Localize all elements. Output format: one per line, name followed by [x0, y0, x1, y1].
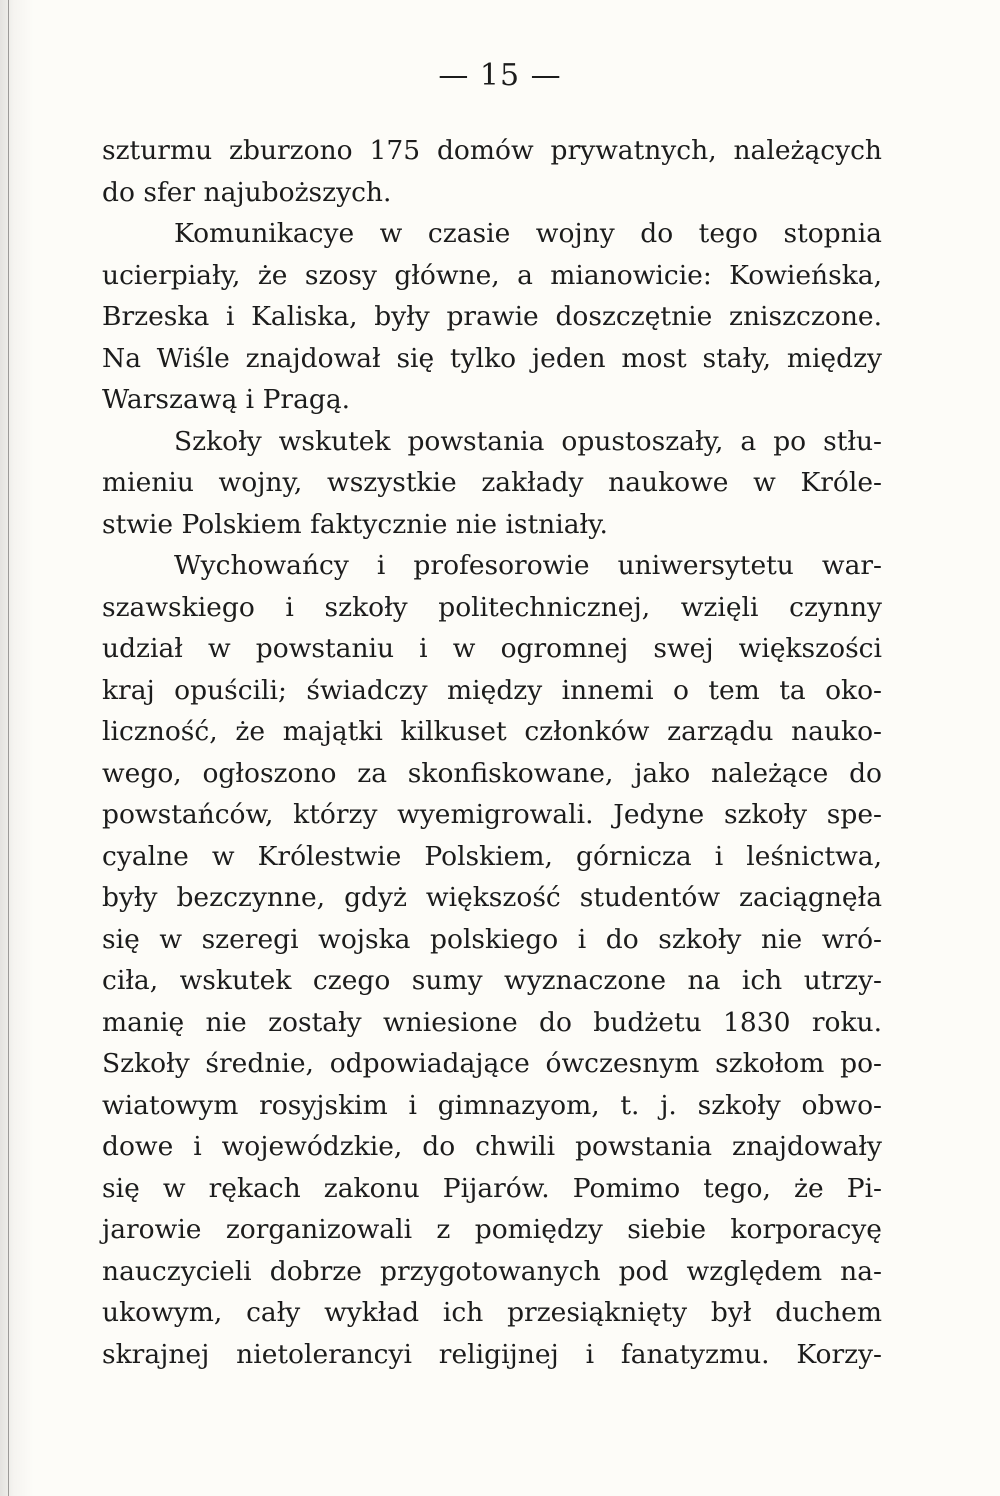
text-line: nauczycieli dobrze przygotowanych pod względem na- — [102, 1255, 882, 1287]
text-line: szawskiego i szkoły politechnicznej, wzięli czynny — [102, 591, 882, 623]
text-line: Komunikacye w czasie wojny do tego stopnia — [174, 218, 882, 249]
text-line: powstańców, którzy wyemigrowali. Jedyne szkoły spe- — [102, 799, 882, 830]
text-line: dowe i wojewódzkie, do chwili powstania znajdowały — [102, 1131, 882, 1162]
text-line: się w szeregi wojska polskiego i do szkoły nie wró- — [102, 923, 882, 955]
page-edge-line — [8, 0, 9, 1496]
binding-shadow — [0, 0, 34, 1496]
text-line: udział w powstaniu i w ogromnej swej większości — [102, 633, 882, 664]
text-line: wiatowym rosyjskim i gimnazyom, t. j. szkoły obwo- — [102, 1089, 882, 1121]
page-number: — 15 — — [438, 58, 562, 93]
text-line: stwie Polskiem faktycznie nie istniały. — [102, 508, 608, 540]
text-line: ciła, wskutek czego sumy wyznaczone na ich utrzy- — [102, 965, 882, 996]
text-line: ukowym, cały wykład ich przesiąknięty był duchem — [102, 1297, 882, 1328]
text-line: Brzeska i Kaliska, były prawie doszczętnie zniszczone. — [102, 301, 882, 332]
text-line: szturmu zburzono 175 domów prywatnych, należących — [102, 135, 882, 166]
text-line: liczność, że majątki kilkuset członków zarządu nauko- — [102, 716, 882, 747]
text-line: skrajnej nietolerancyi religijnej i fanatyzmu. Korzy- — [102, 1338, 882, 1370]
text-line: Szkoły wskutek powstania opustoszały, a po stłu- — [174, 425, 882, 457]
text-line: Na Wiśle znajdował się tylko jeden most stały, między — [102, 342, 882, 374]
text-line: jarowie zorganizowali z pomiędzy siebie korporacyę — [102, 1214, 882, 1245]
body-text — [102, 130, 882, 1375]
text-line: mieniu wojny, wszystkie zakłady naukowe w Króle- — [102, 467, 882, 498]
text-line: Wychowańcy i profesorowie uniwersytetu war- — [174, 550, 882, 581]
text-line: się w rękach zakonu Pijarów. Pomimo tego, że Pi- — [102, 1172, 882, 1204]
text-line: Szkoły średnie, odpowiadające ówczesnym szkołom po- — [102, 1048, 882, 1079]
text-line: kraj opuścili; świadczy między innemi o tem ta oko- — [102, 674, 882, 706]
text-line: cyalne w Królestwie Polskiem, górnicza i leśnictwa, — [102, 840, 882, 872]
text-line: Warszawą i Pragą. — [102, 384, 351, 415]
text-line: manię nie zostały wniesione do budżetu 1830 roku. — [102, 1006, 882, 1038]
text-line: do sfer najuboższych. — [102, 176, 392, 208]
text-line: ucierpiały, że szosy główne, a mianowicie: Kowieńska, — [102, 259, 882, 291]
text-line: były bezczynne, gdyż większość studentów zaciągnęła — [102, 882, 882, 913]
text-line: wego, ogłoszono za skonfiskowane, jako należące do — [102, 757, 882, 789]
